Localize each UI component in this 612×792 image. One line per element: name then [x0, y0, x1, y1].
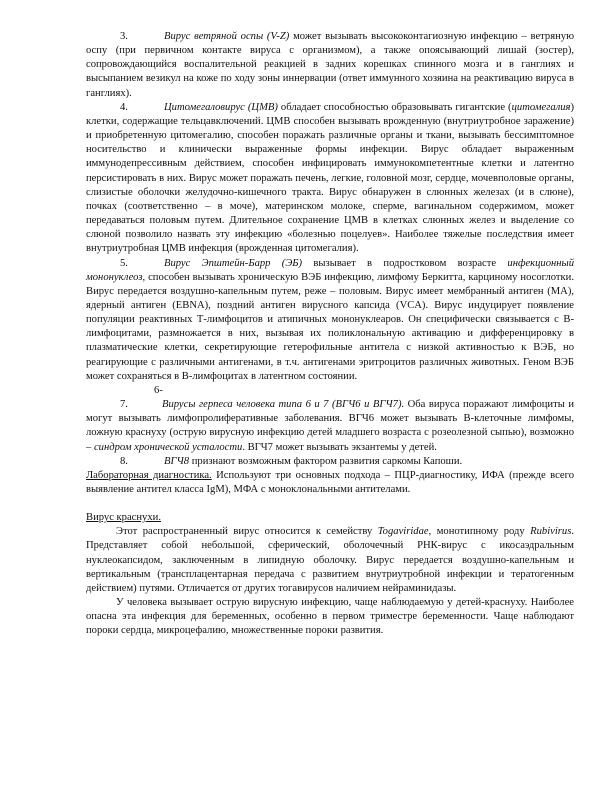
item-text: вызывает в подростковом возрасте: [302, 257, 508, 269]
rubella-text: Этот распространенный вирус относится к семейству: [116, 526, 378, 538]
item-number: 6-7.: [120, 384, 163, 411]
item-number: 5.: [120, 257, 128, 269]
item-text: Оба вируса поражают лимфоциты и могут вызывать лимфопролиферативные заболевания. ВГЧ6 может вызывать В-клеточные лимфомы, ложную краснуху (острую вирусную инфекцию детей младшего возраста с розеолезной сыпью), возможно –: [86, 399, 574, 453]
rubella-heading: Вирус краснухи.: [86, 512, 161, 524]
lab-heading: Лабораторная диагностика.: [86, 469, 212, 481]
item-title: Вирус Эпштейн-Барр (ЭБ): [164, 257, 303, 269]
rubella-text: , монотипному роду: [428, 526, 531, 538]
item-number: 4.: [120, 101, 128, 113]
paragraph-item-3: [86, 30, 574, 101]
paragraph-item-6-7: [86, 384, 574, 455]
rubella-text: . Представляет собой небольшой, сферический, оболочечный РНК-вирус с икосаэдральным нуклеокапсидом, заключенным в липидную оболочку. Вирус передается воздушно-капельным и вертикальным (трансплацентарная передача с развитием внутриутробной инфекции и тератогенным действием) путями. Отличается от других тогавирусов наличием нейраминидазы.: [86, 526, 574, 594]
item-text: . ВГЧ7 может вызывать экзантемы у детей.: [242, 441, 437, 453]
item-title: Вирусы герпеса человека типа 6 и 7 (ВГЧ6 и ВГЧ7).: [162, 399, 405, 411]
lab-text: Используют три основных подхода – ПЦР-диагностику, ИФА (прежде всего выявление антител класса IgM), МФА с моноклональными антителами.: [86, 469, 574, 495]
item-text: обладает способностью образовывать гигантские (: [277, 101, 512, 113]
paragraph-item-8: [86, 455, 574, 469]
paragraph-item-4: [86, 101, 574, 257]
paragraph-rubella-1: [86, 525, 574, 596]
item-title: ВГЧ8: [164, 455, 190, 467]
item-number: 8.: [120, 455, 128, 467]
item-number: 3.: [120, 31, 128, 42]
spacer: [86, 497, 574, 511]
paragraph-item-5: [86, 257, 574, 384]
item-title: Вирус ветряной оспы (V-Z): [164, 31, 290, 42]
item-italic-term: цитомегалия: [511, 101, 571, 113]
item-italic-term: инфекционный мононуклеоз: [86, 257, 575, 283]
item-text: , способен вызывать хроническую ВЭБ инфекцию, лимфому Беркитта, карциному носоглотки. Вирус передается воздушно-капельным путем, реже – половым. Вирус имеет мембранный антиген (МА), ядерный антиген (EBNA), поздний антиген вирусного капсида (VCA). Вирус индуцирует появление популяции реактивных Т-лимфоцитов и атипичных мононуклеаров. Он специфически связывается с В-лимфоцитами, размножается в них, вызывая их поликлональную активацию и дифференцировку в плазматические клетки, секретирующие гетерофильные антитела с низкой активностью к ВЭБ, но реагирующие с различными антигенами, в т.ч. антигенами эритроцитов различных животных. Геном ВЭБ может сохраняться в В-лимфоцитах в латентном состоянии.: [86, 271, 574, 382]
item-text: может вызывать высококонтагиозную инфекцию – ветряную оспу (при первичном контакте вируса с организмом), а также опоясывающий лишай (зостер), сопровождающийся воспалительной реакцией в задних корешках спинного мозга и в ганглиях и высыпанием везикул на коже по ходу зоны иннервации (ответ иммунного хозяина на реактивацию вируса в ганглиях).: [86, 31, 574, 99]
paragraph-rubella-2: У человека вызывает острую вирусную инфекцию, чаще наблюдаемую у детей-краснуху. Наиболее опасна эта инфекция для беременных, особенно в первом триместре беременности. Чаще наблюдают пороки сердца, микроцефалию, множественные пороки развития.: [86, 597, 574, 637]
section-heading-rubella: [86, 511, 574, 525]
rubella-genus: Rubivirus: [530, 526, 572, 538]
item-title: Цитомегаловирус (ЦМВ): [164, 101, 278, 113]
item-text: признают возможным фактором развития саркомы Капоши.: [189, 455, 463, 467]
item-text: ) клетки, содержащие тельцавключений. ЦМВ способен вызывать врожденную (внутриутробное заражение) и приобретенную цитомегалию, способен поражать различные органы и ткани, вызывать бессимптомное носительство и клинически выраженные формы инфекции. Вирус обладает выраженным иммунодепрессивным действием, способен инфицировать иммунокомпетентные клетки и латентно персистировать в них. Вирус может поражать печень, легкие, головной мозг, сердце, мочевполовые органы, слизистые оболочки желудочно-кишечного тракта. Вирус обнаружен в слюнных железах (и в слюне), почках (соответственно – в моче), материнском молоке, сперме, вагинальном содержимом, может передаваться половым путем. Длительное сохранение ЦМВ в клетках слюнных желез и выделение со слюной позволило назвать эту инфекцию «болезнью поцелуев». Наиболее тяжелые последствия имеет внутриутробная ЦМВ инфекция (врожденная цитомегалия).: [86, 101, 574, 255]
item-italic-term: синдром хронической усталости: [93, 441, 243, 453]
rubella-family: Togaviridae: [377, 526, 429, 538]
paragraph-lab-diagnostics: [86, 469, 574, 497]
